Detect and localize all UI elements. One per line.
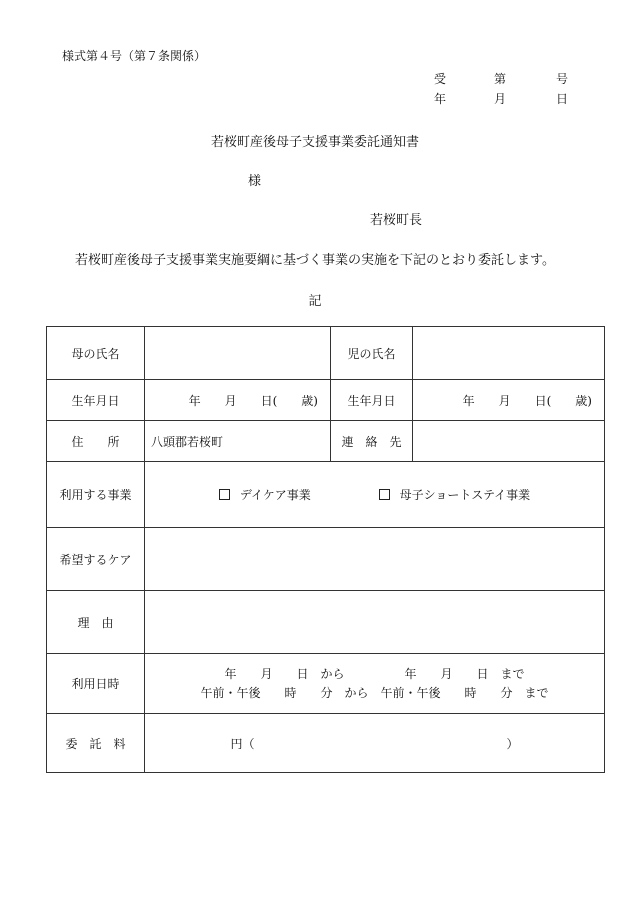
shortstay-option-label: 母子ショートステイ事業 xyxy=(399,488,531,502)
date-day-label: 日 xyxy=(556,92,569,106)
service-options-cell xyxy=(145,462,605,528)
mother-name-cell[interactable] xyxy=(145,327,331,380)
contact-label: 連 絡 先 xyxy=(331,421,413,462)
notice-form-table xyxy=(46,326,605,773)
receipt-label: 受 xyxy=(434,72,447,86)
service-label: 利用する事業 xyxy=(47,462,145,528)
address-cell[interactable]: 八頭郡若桜町 xyxy=(145,421,331,462)
address-row xyxy=(47,421,605,462)
care-row xyxy=(47,528,605,591)
document-title: 若桜町産後母子支援事業委託通知書 xyxy=(210,135,419,150)
fee-label: 委 託 料 xyxy=(47,714,145,773)
mother-birthdate-cell[interactable]: 年 月 日( 歳) xyxy=(145,380,331,421)
child-birthdate-label: 生年月日 xyxy=(331,380,413,421)
name-row xyxy=(47,327,605,380)
contact-cell[interactable] xyxy=(413,421,605,462)
service-row xyxy=(47,462,605,528)
datetime-label: 利用日時 xyxy=(47,654,145,714)
issuer-name: 若桜町長 xyxy=(370,213,423,228)
child-name-label: 児の氏名 xyxy=(331,327,413,380)
receipt-number-suffix: 号 xyxy=(556,72,569,86)
datetime-date-line: 年 月 日 から 年 月 日 まで xyxy=(224,666,525,681)
datetime-row xyxy=(47,654,605,714)
fee-cell[interactable]: 円（ ） xyxy=(145,714,605,773)
reason-row xyxy=(47,591,605,654)
child-name-cell[interactable] xyxy=(413,327,605,380)
mother-name-label: 母の氏名 xyxy=(47,327,145,380)
fee-row xyxy=(47,714,605,773)
reason-cell[interactable] xyxy=(145,591,605,654)
addressee-suffix: 様 xyxy=(248,174,262,189)
mother-birthdate-label: 生年月日 xyxy=(47,380,145,421)
receipt-number-label: 第 xyxy=(494,72,507,86)
datetime-cell[interactable] xyxy=(145,654,605,714)
care-label: 希望するケア xyxy=(47,528,145,591)
shortstay-checkbox[interactable] xyxy=(379,489,390,500)
daycare-option-label: デイケア事業 xyxy=(239,488,311,502)
daycare-checkbox[interactable] xyxy=(219,489,230,500)
birthdate-row xyxy=(47,380,605,421)
form-number: 様式第４号（第７条関係） xyxy=(62,49,207,63)
date-month-label: 月 xyxy=(494,92,507,106)
datetime-time-line: 午前・午後 時 分 から 午前・午後 時 分 まで xyxy=(200,685,549,700)
address-label: 住 所 xyxy=(47,421,145,462)
child-birthdate-cell[interactable]: 年 月 日( 歳) xyxy=(413,380,605,421)
reason-label: 理 由 xyxy=(47,591,145,654)
care-cell[interactable] xyxy=(145,528,605,591)
date-year-label: 年 xyxy=(434,92,447,106)
ki-heading: 記 xyxy=(308,294,322,309)
body-text: 若桜町産後母子支援事業実施要綱に基づく事業の実施を下記のとおり委託します。 xyxy=(75,253,555,268)
